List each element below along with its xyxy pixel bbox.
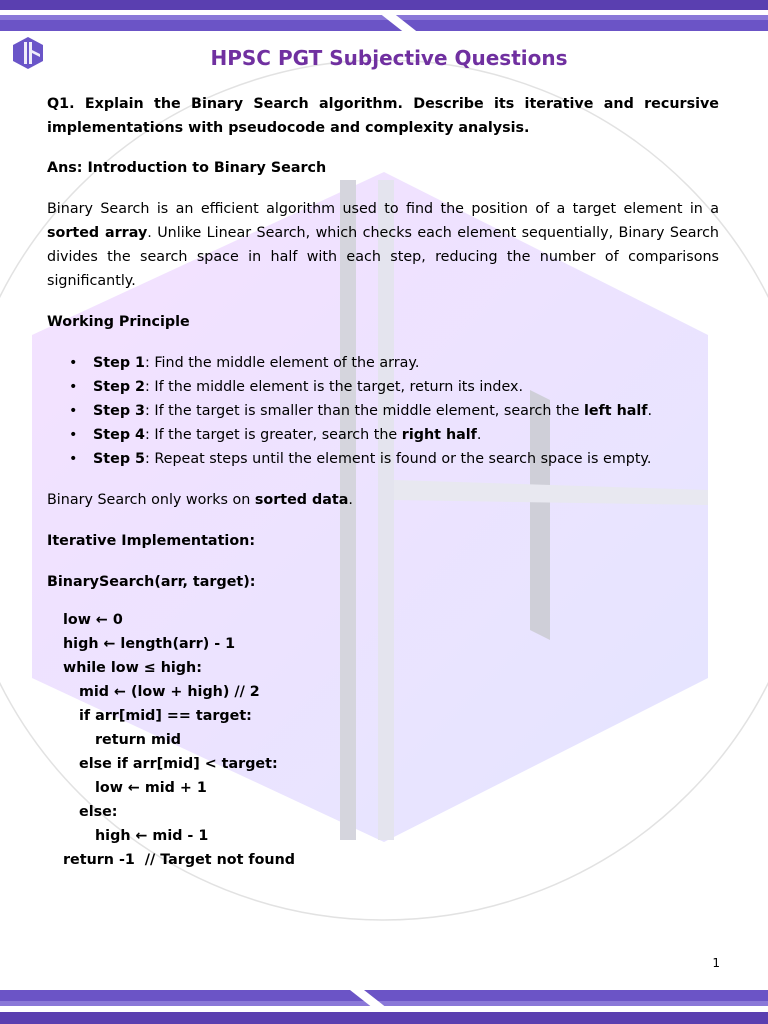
intro-paragraph: Binary Search is an efficient algorithm used to find the position of a target element in a sorted array. Unlike Linear Search, which checks each element sequentially, Binary Search divides the search space in half with each step, reducing the number of comparisons significantly.	[47, 201, 719, 289]
code-line: else if arr[mid] < target:	[79, 756, 278, 772]
function-signature: BinarySearch(arr, target):	[47, 574, 256, 590]
code-line: if arr[mid] == target:	[79, 708, 252, 724]
footer-band	[0, 990, 768, 1024]
list-item: • Step 5: Repeat steps until the element is found or the search space is empty.	[47, 447, 719, 471]
steps-list	[47, 351, 719, 471]
list-item: • Step 2: If the middle element is the target, return its index.	[47, 375, 719, 399]
header-band	[0, 0, 768, 34]
code-line: while low ≤ high:	[63, 660, 202, 676]
bullet-icon: •	[69, 451, 78, 467]
code-line: else:	[79, 804, 118, 820]
code-line: return mid	[95, 732, 181, 748]
list-item: • Step 3: If the target is smaller than the middle element, search the left half.	[47, 399, 719, 423]
code-line: high ← length(arr) - 1	[63, 636, 236, 652]
code-line: high ← mid - 1	[95, 828, 209, 844]
bullet-icon: •	[69, 403, 78, 419]
page-number: 1	[712, 956, 720, 970]
iterative-heading: Iterative Implementation:	[47, 533, 256, 549]
answer-heading: Ans: Introduction to Binary Search	[47, 160, 327, 176]
code-line: low ← 0	[63, 612, 123, 628]
bullet-icon: •	[69, 379, 78, 395]
code-line: return -1 // Target not found	[63, 852, 296, 868]
question-text: Q1. Explain the Binary Search algorithm. Describe its iterative and recursive implementations with pseudocode and complexity analysis.	[47, 96, 719, 136]
bullet-icon: •	[69, 355, 78, 371]
document-body	[47, 92, 719, 872]
list-item: • Step 1: Find the middle element of the array.	[47, 351, 719, 375]
list-item: • Step 4: If the target is greater, search the right half.	[47, 423, 719, 447]
code-line: mid ← (low + high) // 2	[79, 684, 260, 700]
page-title: HPSC PGT Subjective Questions	[210, 46, 568, 70]
working-principle-heading: Working Principle	[47, 314, 190, 330]
sorted-note: Binary Search only works on sorted data.	[47, 492, 353, 508]
code-line: low ← mid + 1	[95, 780, 207, 796]
bullet-icon: •	[69, 427, 78, 443]
pseudocode-block	[63, 608, 719, 872]
